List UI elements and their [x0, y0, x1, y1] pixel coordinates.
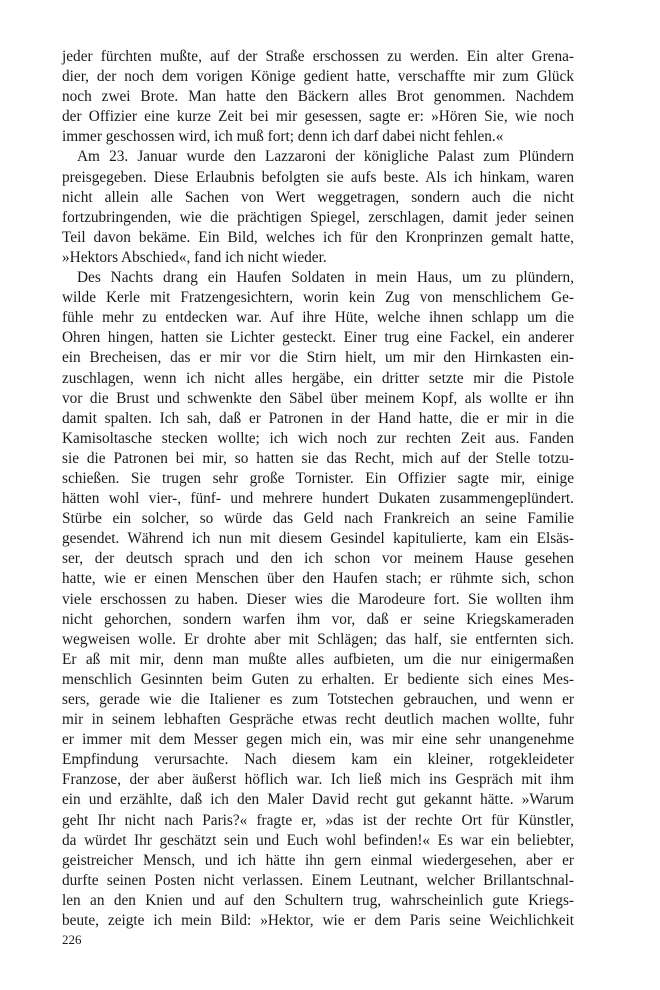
text-line: Franzose, der aber äußerst höflich war. Ich ließ mich ins Gespräch mit ihm [62, 771, 574, 789]
text-line: Er aß mit mir, denn man mußte alles aufbieten, um die nur einigermaßen [62, 650, 574, 668]
text-line: ein Brecheisen, das er mir vor die Stirn hielt, um mir den Hirnkasten ein- [62, 349, 574, 367]
text-line: »Hektors Abschied«, fand ich nicht wieder. [62, 248, 327, 266]
text-line: Stürbe ein solcher, so würde das Geld nach Frankreich an seine Familie [62, 510, 574, 528]
text-line: Am 23. Januar wurde den Lazzaroni der königliche Palast zum Plündern [77, 148, 574, 166]
text-line: geistreicher Mensch, und ich hätte ihn gern einmal wiedergesehen, aber er [62, 851, 574, 869]
text-line: Empfindung verursachte. Nach diesem kam ein kleiner, rotgekleideter [62, 751, 574, 769]
text-line: nicht gehorchen, sondern warfen ihm vor, daß er seine Kriegskameraden [62, 610, 574, 628]
text-line: beute, zeigte ich mein Bild: »Hektor, wie er dem Paris seine Weichlichkeit [62, 912, 574, 930]
text-line: Ohren hingen, hatten sie Lichter gesteckt. Einer trug eine Fackel, ein anderer [62, 329, 574, 347]
text-line: mir in seinem lebhaften Gespräche etwas recht deutlich machen wollte, fuhr [62, 711, 574, 729]
text-line: menschlich Gesinnten beim Guten zu erhalten. Er bediente sich eines Mes- [62, 670, 574, 688]
text-line: Kamisoltasche stecken wollte; ich wich noch zur rechten Zeit aus. Fanden [62, 429, 574, 447]
text-line: Teil davon bekäme. Ein Bild, welches ich für den Kronprinzen gemalt hatte, [62, 228, 574, 246]
text-line: immer geschossen wird, ich muß fort; denn ich darf dabei nicht fehlen.« [62, 128, 504, 146]
text-line: sie die Patronen bei mir, so hatten sie das Recht, mich auf der Stelle totzu- [62, 449, 574, 467]
text-line: noch zwei Brote. Man hatte den Bäckern alles Brot genommen. Nachdem [62, 88, 574, 106]
text-line: sers, gerade wie die Italiener es zum Totstechen gebrauchen, und wenn er [62, 691, 574, 708]
text-line: hatte, wie er einen Menschen über den Haufen stach; er rühmte sich, schon [62, 570, 574, 588]
text-line: geht Ihr nicht nach Paris?« fragte er, »das ist der rechte Ort für Künstler, [62, 811, 574, 829]
text-line: zuschlagen, wenn ich nicht alles hergäbe, ein dritter setzte mir die Pistole [62, 369, 574, 387]
text-line: damit spalten. Ich sah, daß er Patronen in der Hand hatte, die er mir in die [62, 409, 574, 427]
text-line: gesendet. Während ich nun mit diesem Gesindel kapitulierte, kam ein Elsäs- [62, 530, 574, 548]
text-line: vor die Brust und schwenkte den Säbel über meinem Kopf, als wollte er ihn [62, 389, 574, 407]
text-line: ein und erzählte, daß ich den Maler David recht gut gekannt hätte. »Warum [62, 791, 574, 809]
page-number: 226 [62, 932, 82, 947]
text-line: wilde Kerle mit Fratzengesichtern, worin kein Zug von menschlichem Ge- [62, 289, 574, 307]
text-line: dier, der noch dem vorigen Könige gedient hatte, verschaffte mir zum Glück [62, 68, 574, 86]
text-line: ser, der deutsch sprach und den ich schon vor meinem Hause gesehen [62, 550, 574, 568]
text-line: len an den Knien und auf den Schultern trug, wahrscheinlich gute Kriegs- [62, 891, 574, 909]
text-line: er immer mit dem Messer gegen mich ein, was mir eine sehr unangenehme [62, 731, 574, 749]
text-line: viele erschossen zu haben. Dieser wies die Marodeure fort. Sie wollten ihm [62, 590, 574, 608]
text-line: wegweisen wolle. Er drohte aber mit Schlägen; das half, sie entfernten sich. [62, 630, 574, 648]
body-text [62, 47, 574, 931]
text-line: jeder fürchten mußte, auf der Straße erschossen zu werden. Ein alter Grena- [62, 48, 574, 65]
text-line: fühle mehr zu entdecken war. Auf ihre Hüte, welche ihnen schlapp um die [62, 309, 574, 327]
text-line: preisgegeben. Diese Erlaubnis befolgten sie aufs beste. Als ich hinkam, waren [62, 168, 574, 186]
text-line: hätten wohl vier-, fünf- und mehrere hundert Dukaten zusammengeplündert. [62, 490, 574, 508]
text-line: Des Nachts drang ein Haufen Soldaten in mein Haus, um zu plündern, [77, 269, 574, 287]
text-line: schießen. Sie trugen sehr große Tornister. Ein Offizier sagte mir, einige [62, 469, 574, 487]
text-line: durfte seinen Posten nicht verlassen. Einem Leutnant, welcher Brillantschnal- [62, 871, 574, 889]
text-line: nicht allein alle Sachen von Wert weggetragen, sondern auch die nicht [62, 188, 574, 206]
text-line: fortzubringenden, wie die prächtigen Spiegel, zerschlagen, damit jeder seinen [62, 208, 574, 226]
text-line: der Offizier eine kurze Zeit bei mir gesessen, sagte er: »Hören Sie, wie noch [62, 108, 574, 126]
text-line: da würdet Ihr geschätzt sein und Euch wohl befinden!« Es war ein beliebter, [62, 831, 574, 849]
